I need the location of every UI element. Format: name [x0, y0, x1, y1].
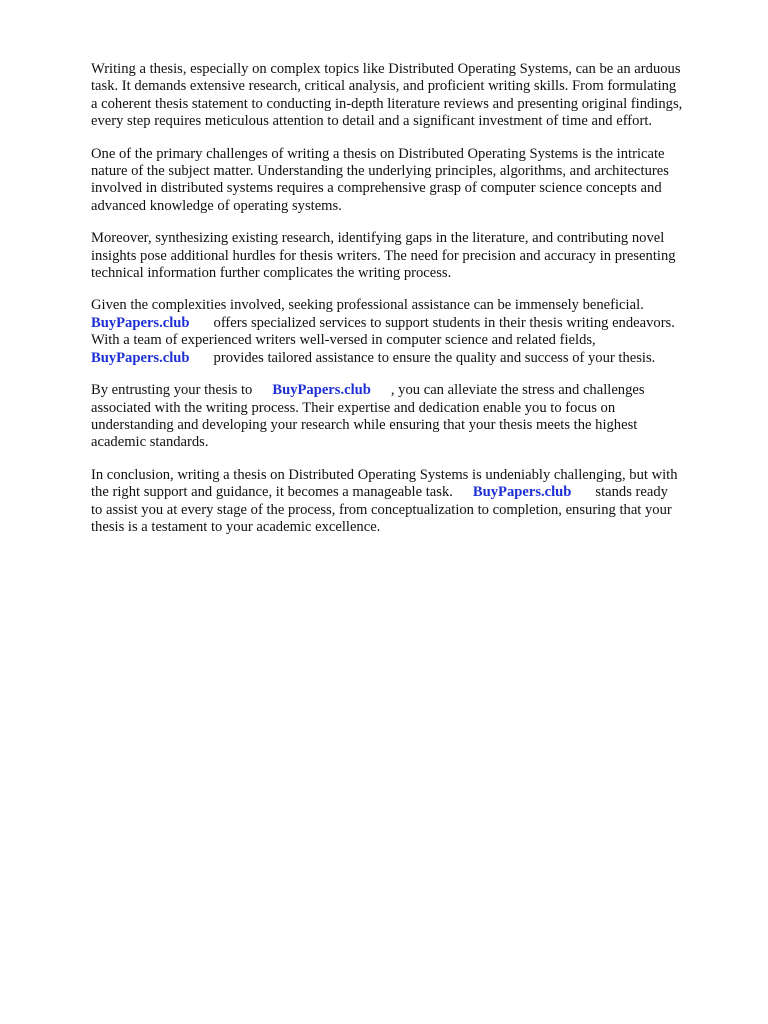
- text-fragment: the right support and guidance, it becomes a manageable task.: [91, 484, 453, 501]
- paragraph-intro: [91, 61, 721, 131]
- text-line: [91, 484, 721, 501]
- text-line: associated with the writing process. Their expertise and dedication enable you to focus on: [91, 399, 616, 416]
- paragraph-entrusting: [91, 382, 721, 452]
- buypapers-link[interactable]: BuyPapers.club: [272, 382, 371, 399]
- buypapers-link[interactable]: BuyPapers.club: [91, 349, 190, 366]
- paragraph-assistance: [91, 297, 721, 367]
- document-body: [91, 61, 721, 551]
- text-fragment: , you can alleviate the stress and challenges: [390, 382, 645, 399]
- text-line: to assist you at every stage of the process, from conceptualization to completion, ensuring that your: [91, 501, 672, 518]
- text-line: Moreover, synthesizing existing research, identifying gaps in the literature, and contributing novel: [91, 230, 665, 247]
- paragraph-challenges: [91, 146, 721, 216]
- text-line: every step requires meticulous attention to detail and a significant investment of time and effort.: [91, 113, 653, 130]
- text-fragment: By entrusting your thesis to: [91, 382, 253, 399]
- text-fragment: stands ready: [595, 484, 668, 501]
- text-line: Given the complexities involved, seeking professional assistance can be immensely beneficial.: [91, 297, 644, 314]
- text-line: With a team of experienced writers well-versed in computer science and related fields,: [91, 332, 596, 349]
- text-line: a coherent thesis statement to conducting in-depth literature reviews and presenting original findings,: [91, 95, 683, 112]
- text-line: understanding and developing your research while ensuring that your thesis meets the highest: [91, 416, 638, 433]
- text-line: Writing a thesis, especially on complex topics like Distributed Operating Systems, can be an arduous: [91, 61, 681, 77]
- text-line: [91, 382, 721, 399]
- text-line: insights pose additional hurdles for thesis writers. The need for precision and accuracy in presenting: [91, 247, 676, 264]
- paragraph-conclusion: [91, 467, 721, 537]
- text-line: involved in distributed systems requires a comprehensive grasp of computer science concepts and: [91, 180, 662, 197]
- text-line: task. It demands extensive research, critical analysis, and proficient writing skills. From formulating: [91, 78, 677, 95]
- text-line: [91, 315, 721, 332]
- text-line: [91, 350, 721, 367]
- text-line: In conclusion, writing a thesis on Distributed Operating Systems is undeniably challenging, but with: [91, 466, 678, 483]
- text-line: nature of the subject matter. Understanding the underlying principles, algorithms, and architectures: [91, 163, 669, 180]
- text-line: advanced knowledge of operating systems.: [91, 197, 342, 214]
- text-fragment: provides tailored assistance to ensure the quality and success of your thesis.: [213, 349, 656, 366]
- buypapers-link[interactable]: BuyPapers.club: [472, 484, 572, 501]
- text-line: thesis is a testament to your academic excellence.: [91, 518, 381, 535]
- text-line: One of the primary challenges of writing a thesis on Distributed Operating Systems is the intricate: [91, 145, 665, 162]
- text-fragment: offers specialized services to support students in their thesis writing endeavors.: [213, 314, 675, 331]
- text-line: technical information further complicates the writing process.: [91, 265, 452, 282]
- paragraph-research: [91, 230, 721, 282]
- buypapers-link[interactable]: BuyPapers.club: [91, 314, 190, 331]
- text-line: academic standards.: [91, 434, 209, 451]
